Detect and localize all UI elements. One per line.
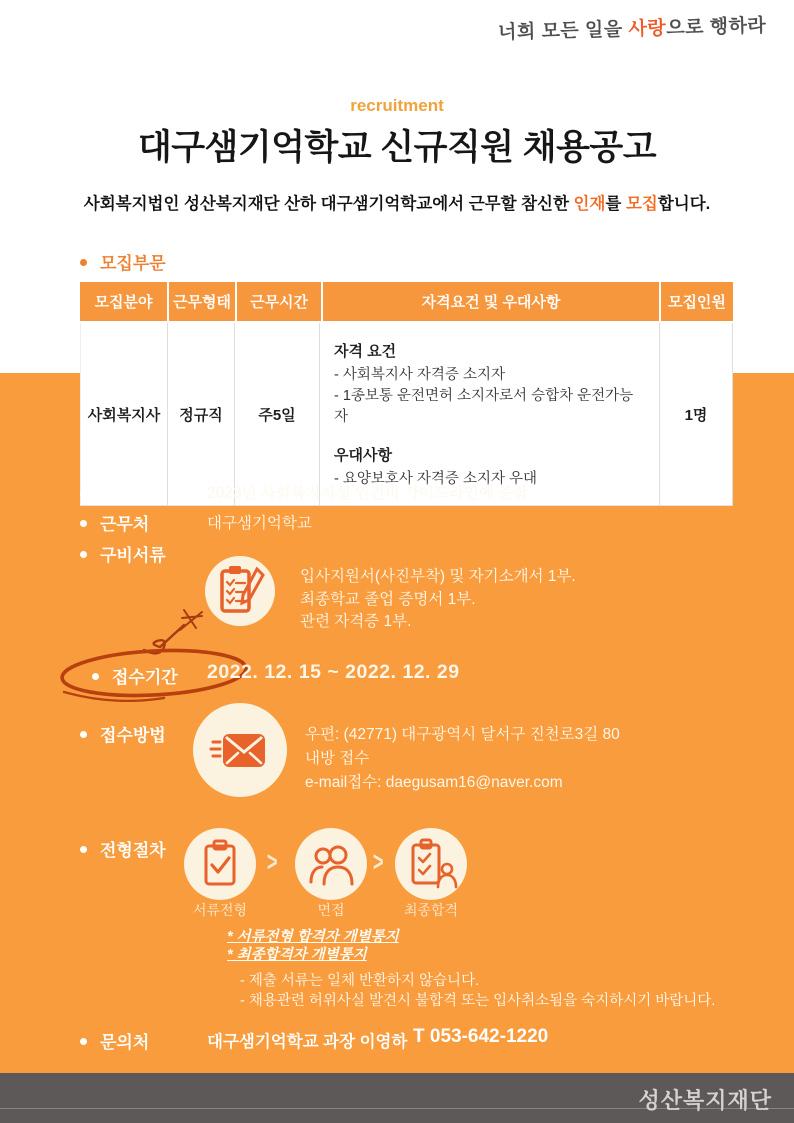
bullet-dot: [80, 259, 87, 266]
cell-type: 정규직: [168, 323, 235, 506]
header-eyebrow: recruitment: [350, 96, 444, 115]
section-label-text: 문의처: [100, 1033, 150, 1052]
subtitle-highlight-2: 모집: [625, 195, 658, 213]
documents-list: [300, 566, 576, 634]
chevron-right-icon: >: [266, 846, 278, 877]
section-label-workplace: [80, 510, 149, 535]
qualification-title: 자격 요건: [334, 343, 397, 360]
method-item: 우편: (42771) 대구광역시 달서구 진천로3길 80: [305, 726, 620, 743]
section-label-text: 급여: [100, 485, 133, 504]
col-header-hours: 근무시간: [237, 282, 321, 321]
method-item: e-mail접수: daegusam16@naver.com: [305, 774, 563, 791]
section-label-text: 모집부문: [100, 254, 166, 273]
process-note: - 채용관련 허위사실 발견시 불합격 또는 입사취소됨을 숙지하시기 바랍니다.: [240, 993, 716, 1009]
spacer: [334, 428, 645, 442]
preference-item: - 요양보호사 자격증 소지자 우대: [334, 471, 538, 487]
recruit-table-header: [80, 282, 733, 321]
salary-value: 2023년 사회복지시설 인건비 가이드라인에 준함: [207, 485, 529, 502]
period-value: 2022. 12. 15 ~ 2022. 12. 29: [207, 661, 460, 683]
page-subtitle: [0, 190, 794, 214]
table-row: [80, 323, 733, 506]
col-header-type: 근무형태: [169, 282, 235, 321]
contact-phone: T 053-642-1220: [413, 1026, 549, 1047]
clipboard-person-icon: [395, 828, 467, 900]
page-title: 대구샘기억학교 신규직원 채용공고: [137, 128, 657, 167]
subtitle-text-mid: 를: [605, 195, 626, 213]
clipboard-check-icon: [184, 828, 256, 900]
slogan-text-end: 으로 행하라: [665, 15, 767, 40]
document-item: 관련 자격증 1부.: [300, 613, 412, 630]
people-icon: [295, 828, 367, 900]
qualification-item: - 1종보통 운전면허 소지자로서 승합차 운전가능자: [334, 388, 634, 425]
document-item: 최종학교 졸업 증명서 1부.: [300, 590, 476, 608]
section-label-contact: [80, 1028, 149, 1053]
recruit-table: [80, 282, 733, 506]
bullet-dot: [80, 551, 87, 558]
section-label-method: [80, 721, 166, 746]
section-label-text: 구비서류: [100, 546, 166, 565]
slogan-text: 너희 모든 일을: [497, 19, 629, 44]
section-label-process: [80, 836, 166, 861]
subtitle-text: 사회복지법인 성산복지재단 산하 대구샘기억학교에서 근무할 참신한: [83, 195, 574, 213]
process-step-label: 최종합격: [403, 902, 459, 918]
section-label-recruit: [80, 249, 166, 274]
cell-qualifications: [320, 323, 660, 506]
clipboard-pencil-icon: [205, 556, 275, 626]
footer: [0, 1073, 794, 1123]
process-step-label: 서류전형: [192, 902, 248, 918]
bullet-dot: [80, 846, 87, 853]
subtitle-text-end: 합니다.: [657, 195, 711, 213]
process-note-italic: * 서류전형 합격자 개별통지: [227, 929, 399, 945]
section-label-salary: [80, 480, 133, 505]
method-item: 내방 접수: [305, 750, 370, 767]
subtitle-highlight-1: 인재: [573, 195, 606, 213]
slogan-highlight: 사랑: [627, 18, 667, 41]
process-note: - 제출 서류는 일체 반환하지 않습니다.: [240, 973, 480, 989]
slogan: [497, 10, 766, 44]
process-note-italic: * 최종합격자 개별통지: [227, 947, 367, 963]
bullet-dot: [80, 1038, 87, 1045]
section-label-text: 근무처: [100, 515, 150, 534]
section-label-documents: [80, 541, 166, 566]
bullet-dot: [80, 490, 87, 497]
cell-hours: 주5일: [235, 323, 320, 506]
section-label-text: 전형절차: [100, 841, 166, 860]
col-header-headcount: 모집인원: [661, 282, 733, 321]
bullet-dot: [92, 673, 99, 680]
cell-headcount: 1명: [660, 323, 733, 506]
section-label-period: [92, 663, 178, 688]
workplace-value: 대구샘기억학교: [207, 515, 312, 532]
mail-icon: [193, 703, 287, 797]
chevron-right-icon: >: [372, 846, 384, 877]
document-item: 입사지원서(사진부착) 및 자기소개서 1부.: [300, 568, 576, 585]
qualification-item: - 사회복지사 자격증 소지자: [334, 367, 505, 383]
footer-brand: 성산복지재단: [638, 1088, 772, 1113]
preference-title: 우대사항: [334, 447, 392, 464]
section-label-text: 접수방법: [100, 726, 166, 745]
bullet-dot: [80, 731, 87, 738]
bullet-dot: [80, 520, 87, 527]
cell-field: 사회복지사: [80, 323, 168, 506]
col-header-field: 모집분야: [80, 282, 167, 321]
contact-value: 대구샘기억학교 과장 이영하: [207, 1033, 408, 1051]
section-label-text: 접수기간: [112, 668, 178, 687]
process-step-label: 면접: [317, 902, 345, 918]
method-list: [305, 723, 620, 795]
col-header-qualifications: 자격요건 및 우대사항: [323, 282, 659, 321]
